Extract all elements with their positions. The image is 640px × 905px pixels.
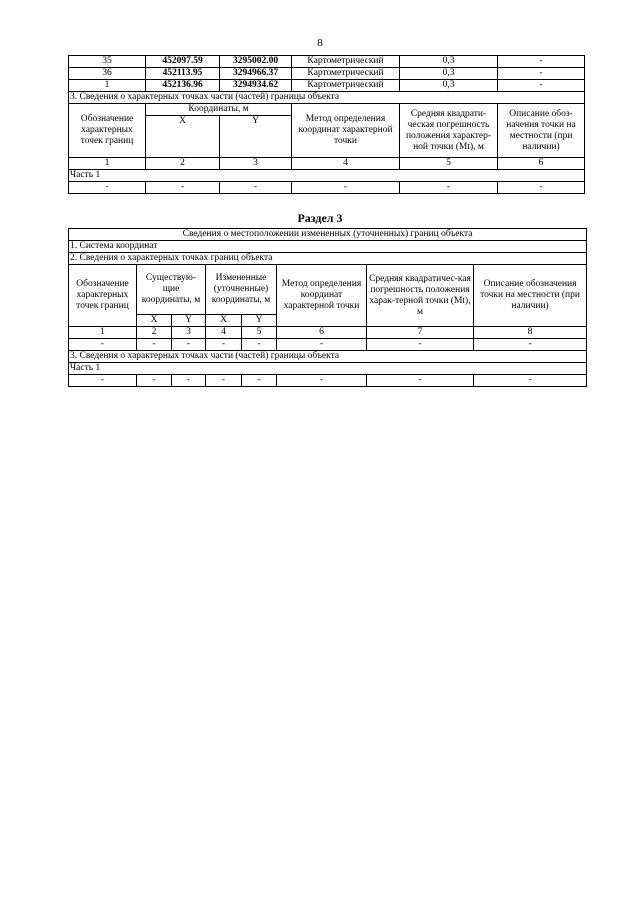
cell: - bbox=[242, 339, 277, 351]
cell: - bbox=[69, 339, 137, 351]
col-number: 5 bbox=[400, 158, 498, 170]
table-row bbox=[69, 375, 587, 387]
coord-y: 3294966.37 bbox=[220, 68, 292, 80]
col-number: 7 bbox=[367, 327, 474, 339]
table-row bbox=[69, 339, 587, 351]
coord-y: 3294934.62 bbox=[220, 80, 292, 92]
part-points-table bbox=[68, 55, 585, 194]
header-designation: Обозначение характерных точек границ bbox=[69, 104, 146, 158]
header-method: Метод определения координат характерной точки bbox=[292, 104, 400, 158]
col-number: 1 bbox=[69, 158, 146, 170]
column-numbers-row bbox=[69, 327, 587, 339]
col-number: 4 bbox=[292, 158, 400, 170]
cell: - bbox=[69, 182, 146, 194]
cell: - bbox=[172, 375, 206, 387]
page-number: 8 bbox=[317, 37, 323, 49]
description: - bbox=[498, 68, 585, 80]
cell: - bbox=[367, 339, 474, 351]
header-mt: Средняя квадрати-ческая погрешность положения характер-ной точки (Mt), м bbox=[400, 104, 498, 158]
part-label: Часть 1 bbox=[69, 170, 585, 182]
header-description: Описание обоз-начения точки на местности (при наличии) bbox=[498, 104, 585, 158]
parts-title: 3. Сведения о характерных точках части (частей) границы объекта bbox=[69, 351, 587, 363]
cell: - bbox=[367, 375, 474, 387]
method: Картометрический bbox=[292, 68, 400, 80]
header-y: Y bbox=[242, 315, 277, 327]
table-title: Сведения о местоположении измененных (уточненных) границ объекта bbox=[69, 229, 587, 241]
points-title: 2. Сведения о характерных точках границ объекта bbox=[69, 253, 587, 265]
col-number: 2 bbox=[137, 327, 172, 339]
header-mt: Средняя квадратичес-кая погрешность положения харак-терной точки (Mt), м bbox=[367, 265, 474, 327]
cell: - bbox=[400, 182, 498, 194]
cell: - bbox=[292, 182, 400, 194]
cell: - bbox=[137, 339, 172, 351]
part-label: Часть 1 bbox=[69, 363, 587, 375]
column-numbers-row bbox=[69, 158, 585, 170]
section-title: 3. Сведения о характерных точках части (частей) границы объекта bbox=[69, 92, 585, 104]
header-coords: Координаты, м bbox=[146, 104, 292, 116]
cell: - bbox=[474, 375, 587, 387]
coord-x: 452113.95 bbox=[146, 68, 220, 80]
header-y: Y bbox=[172, 315, 206, 327]
section-heading: Раздел 3 bbox=[297, 211, 343, 225]
table-row bbox=[69, 182, 585, 194]
col-number: 6 bbox=[277, 327, 367, 339]
cell: - bbox=[242, 375, 277, 387]
table-row bbox=[69, 68, 585, 80]
header-x: X bbox=[137, 315, 172, 327]
point-number: 36 bbox=[69, 68, 146, 80]
coord-x: 452097.59 bbox=[146, 56, 220, 68]
header-y: Y bbox=[220, 116, 292, 158]
table-row bbox=[69, 56, 585, 68]
col-number: 5 bbox=[242, 327, 277, 339]
header-existing-coords: Существую-щие координаты, м bbox=[137, 265, 206, 315]
cell: - bbox=[277, 339, 367, 351]
col-number: 8 bbox=[474, 327, 587, 339]
cell: - bbox=[146, 182, 220, 194]
header-x: X bbox=[146, 116, 220, 158]
col-number: 3 bbox=[172, 327, 206, 339]
col-number: 6 bbox=[498, 158, 585, 170]
col-number: 4 bbox=[206, 327, 242, 339]
table-row bbox=[69, 80, 585, 92]
coord-x: 452136.96 bbox=[146, 80, 220, 92]
header-designation: Обозначение характерных точек границ bbox=[69, 265, 137, 327]
cell: - bbox=[277, 375, 367, 387]
col-number: 1 bbox=[69, 327, 137, 339]
cell: - bbox=[172, 339, 206, 351]
mt-value: 0,3 bbox=[400, 68, 498, 80]
cell: - bbox=[498, 182, 585, 194]
cell: - bbox=[137, 375, 172, 387]
col-number: 3 bbox=[220, 158, 292, 170]
mt-value: 0,3 bbox=[400, 56, 498, 68]
description: - bbox=[498, 80, 585, 92]
method: Картометрический bbox=[292, 80, 400, 92]
mt-value: 0,3 bbox=[400, 80, 498, 92]
description: - bbox=[498, 56, 585, 68]
point-number: 35 bbox=[69, 56, 146, 68]
coord-system-title: 1. Система координат bbox=[69, 241, 587, 253]
coord-y: 3295002.00 bbox=[220, 56, 292, 68]
cell: - bbox=[69, 375, 137, 387]
cell: - bbox=[206, 375, 242, 387]
point-number: 1 bbox=[69, 80, 146, 92]
header-x: X bbox=[206, 315, 242, 327]
header-description: Описание обозначения точки на местности (при наличии) bbox=[474, 265, 587, 327]
header-method: Метод определения координат характерной точки bbox=[277, 265, 367, 327]
header-changed-coords: Измененные (уточненные) координаты, м bbox=[206, 265, 277, 315]
cell: - bbox=[206, 339, 242, 351]
cell: - bbox=[220, 182, 292, 194]
col-number: 2 bbox=[146, 158, 220, 170]
method: Картометрический bbox=[292, 56, 400, 68]
changed-boundaries-table bbox=[68, 228, 587, 387]
cell: - bbox=[474, 339, 587, 351]
